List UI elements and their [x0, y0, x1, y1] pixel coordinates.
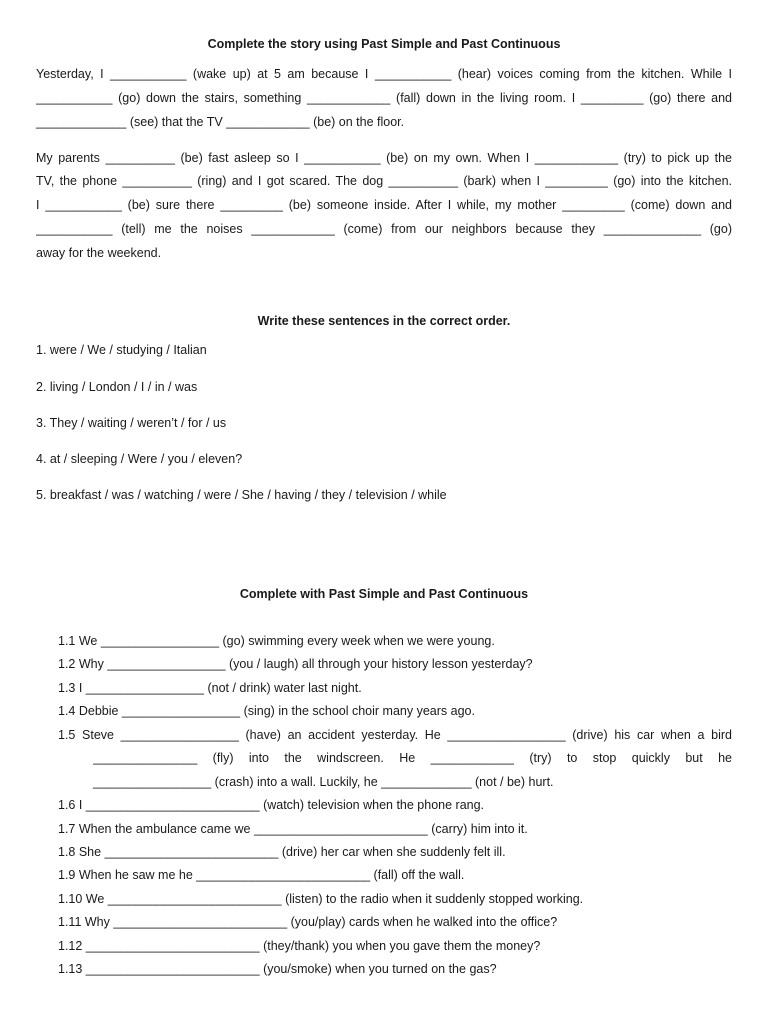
- exercise-line: 1.4 Debbie _________________ (sing) in the school choir many years ago.: [58, 704, 475, 718]
- section1-title: Complete the story using Past Simple and Past Continuous: [207, 37, 561, 51]
- exercise-line: 1.6 I _________________________ (watch) television when the phone rang.: [58, 798, 485, 812]
- exercise-line: 1.3 I _________________ (not / drink) water last night.: [58, 681, 362, 695]
- exercise-line: 1.2 Why _________________ (you / laugh) all through your history lesson yesterday?: [58, 657, 533, 671]
- reorder-item: 4. at / sleeping / Were / you / eleven?: [36, 452, 243, 466]
- exercise-continuation-line: _______________ (fly) into the windscreen. He ____________ (try) to stop quickly but he: [93, 751, 732, 765]
- story-paragraph2-line: I ___________ (be) sure there _________ (be) someone inside. After I while, my mother _________ (come) down and: [36, 198, 732, 212]
- exercise-continuation-line: _________________ (crash) into a wall. Luckily, he _____________ (not / be) hurt.: [93, 775, 554, 789]
- exercise-line: 1.5 Steve _________________ (have) an accident yesterday. He _________________ (drive) his car when a bird: [58, 728, 732, 742]
- exercise-line: 1.9 When he saw me he _________________________ (fall) off the wall.: [58, 868, 465, 882]
- story-paragraph2-line: TV, the phone __________ (ring) and I got scared. The dog __________ (bark) when I _________ (go) into the kitchen.: [36, 174, 732, 188]
- reorder-item: 1. were / We / studying / Italian: [36, 343, 207, 357]
- reorder-item: 5. breakfast / was / watching / were / She / having / they / television / while: [36, 488, 447, 502]
- exercise-line: 1.11 Why _________________________ (you/play) cards when he walked into the office?: [58, 915, 558, 929]
- reorder-item: 3. They / waiting / weren’t / for / us: [36, 416, 227, 430]
- reorder-item: 2. living / London / I / in / was: [36, 380, 198, 394]
- story-paragraph2-line: My parents __________ (be) fast asleep so I ___________ (be) on my own. When I ____________ (try) to pick up the: [36, 151, 732, 165]
- exercise-line: 1.10 We _________________________ (listen) to the radio when it suddenly stopped working.: [58, 892, 584, 906]
- section3-title: Complete with Past Simple and Past Continuous: [239, 587, 529, 601]
- exercise-line: 1.1 We _________________ (go) swimming every week when we were young.: [58, 634, 495, 648]
- story-paragraph1-line: Yesterday, I ___________ (wake up) at 5 am because I ___________ (hear) voices coming from the kitchen. While I: [36, 67, 732, 81]
- story-paragraph1-line: ___________ (go) down the stairs, something ____________ (fall) down in the living room. I _________ (go) there and: [36, 91, 732, 105]
- exercise-line: 1.7 When the ambulance came we _________________________ (carry) him into it.: [58, 822, 528, 836]
- exercise-line: 1.12 _________________________ (they/thank) you when you gave them the money?: [58, 939, 541, 953]
- exercise-line: 1.8 She _________________________ (drive) her car when she suddenly felt ill.: [58, 845, 506, 859]
- exercise-line: 1.13 _________________________ (you/smoke) when you turned on the gas?: [58, 962, 497, 976]
- story-paragraph1-line: _____________ (see) that the TV ____________ (be) on the floor.: [36, 115, 405, 129]
- section2-title: Write these sentences in the correct order.: [257, 314, 511, 328]
- story-paragraph2-line: ___________ (tell) me the noises ____________ (come) from our neighbors because they ______________ (go): [36, 222, 732, 236]
- story-paragraph2-line: away for the weekend.: [36, 246, 162, 260]
